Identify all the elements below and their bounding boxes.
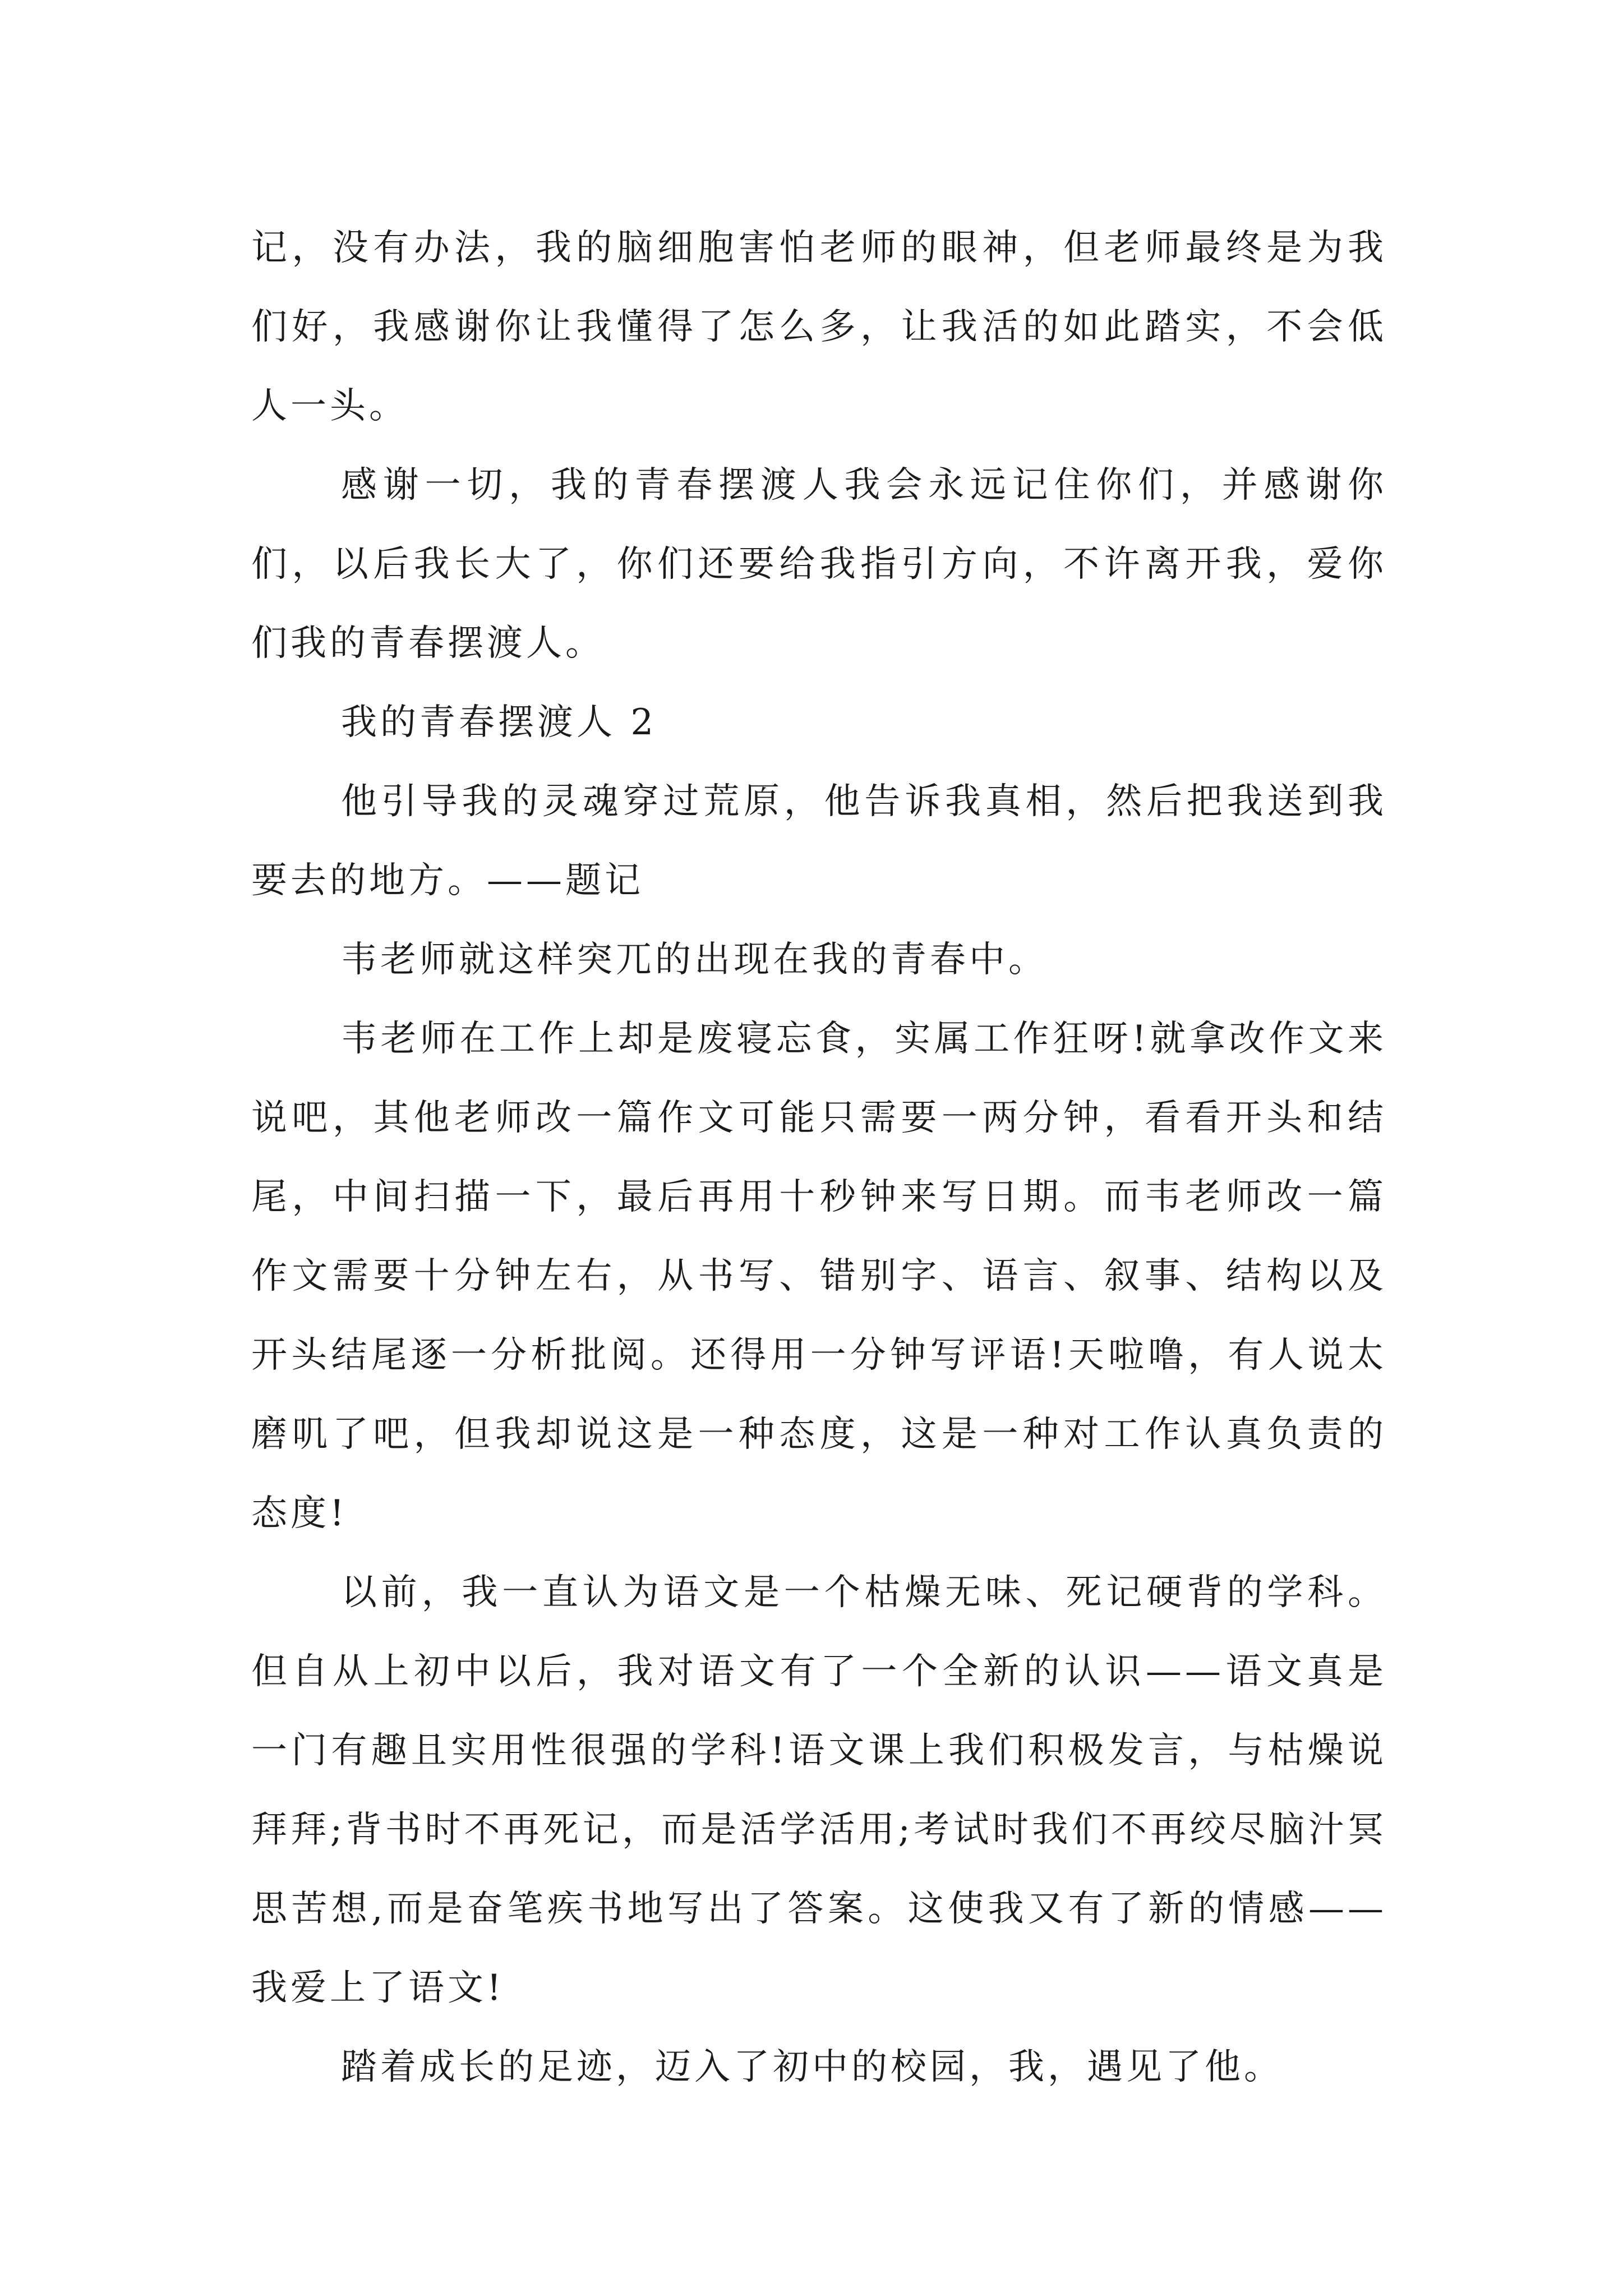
paragraph: 韦老师在工作上却是废寝忘食，实属工作狂呀!就拿改作文来说吧，其他老师改一篇作文可能只需要一两分钟，看看开头和结尾，中间扫描一下，最后再用十秒钟来写日期。而韦老师改一篇作文需要十分钟左右，从书写、错别字、语言、叙事、结构以及开头结尾逐一分析批阅。还得用一分钟写评语!天啦噜，有人说太磨叽了吧，但我却说这是一种态度，这是一种对工作认真负责的态度! [251,1018,1387,1534]
paragraph: 感谢一切，我的青春摆渡人我会永远记住你们，并感谢你们，以后我长大了，你们还要给我指引方向，不许离开我，爱你们我的青春摆渡人。 [251,464,1387,664]
section-heading: 我的青春摆渡人 2 [341,702,657,743]
paragraph: 韦老师就这样突兀的出现在我的青春中。 [341,939,1048,981]
epigraph-paragraph: 他引导我的灵魂穿过荒原，他告诉我真相，然后把我送到我要去的地方。——题记 [251,781,1387,901]
document-body [251,209,1387,2107]
paragraph: 以前，我一直认为语文是一个枯燥无味、死记硬背的学科。但自从上初中以后，我对语文有了一个全新的认识——语文真是一门有趣且实用性很强的学科!语文课上我们积极发言，与枯燥说拜拜;背书时不再死记，而是活学活用;考试时我们不再绞尽脑汁冥思苦想,而是奋笔疾书地写出了答案。这使我又有了新的情感——我爱上了语文! [251,1572,1387,2009]
paragraph-continued: 记，没有办法，我的脑细胞害怕老师的眼神，但老师最终是为我们好，我感谢你让我懂得了怎么多，让我活的如此踏实，不会低人一头。 [251,227,1387,427]
paragraph: 踏着成长的足迹，迈入了初中的校园，我，遇见了他。 [341,2046,1283,2088]
